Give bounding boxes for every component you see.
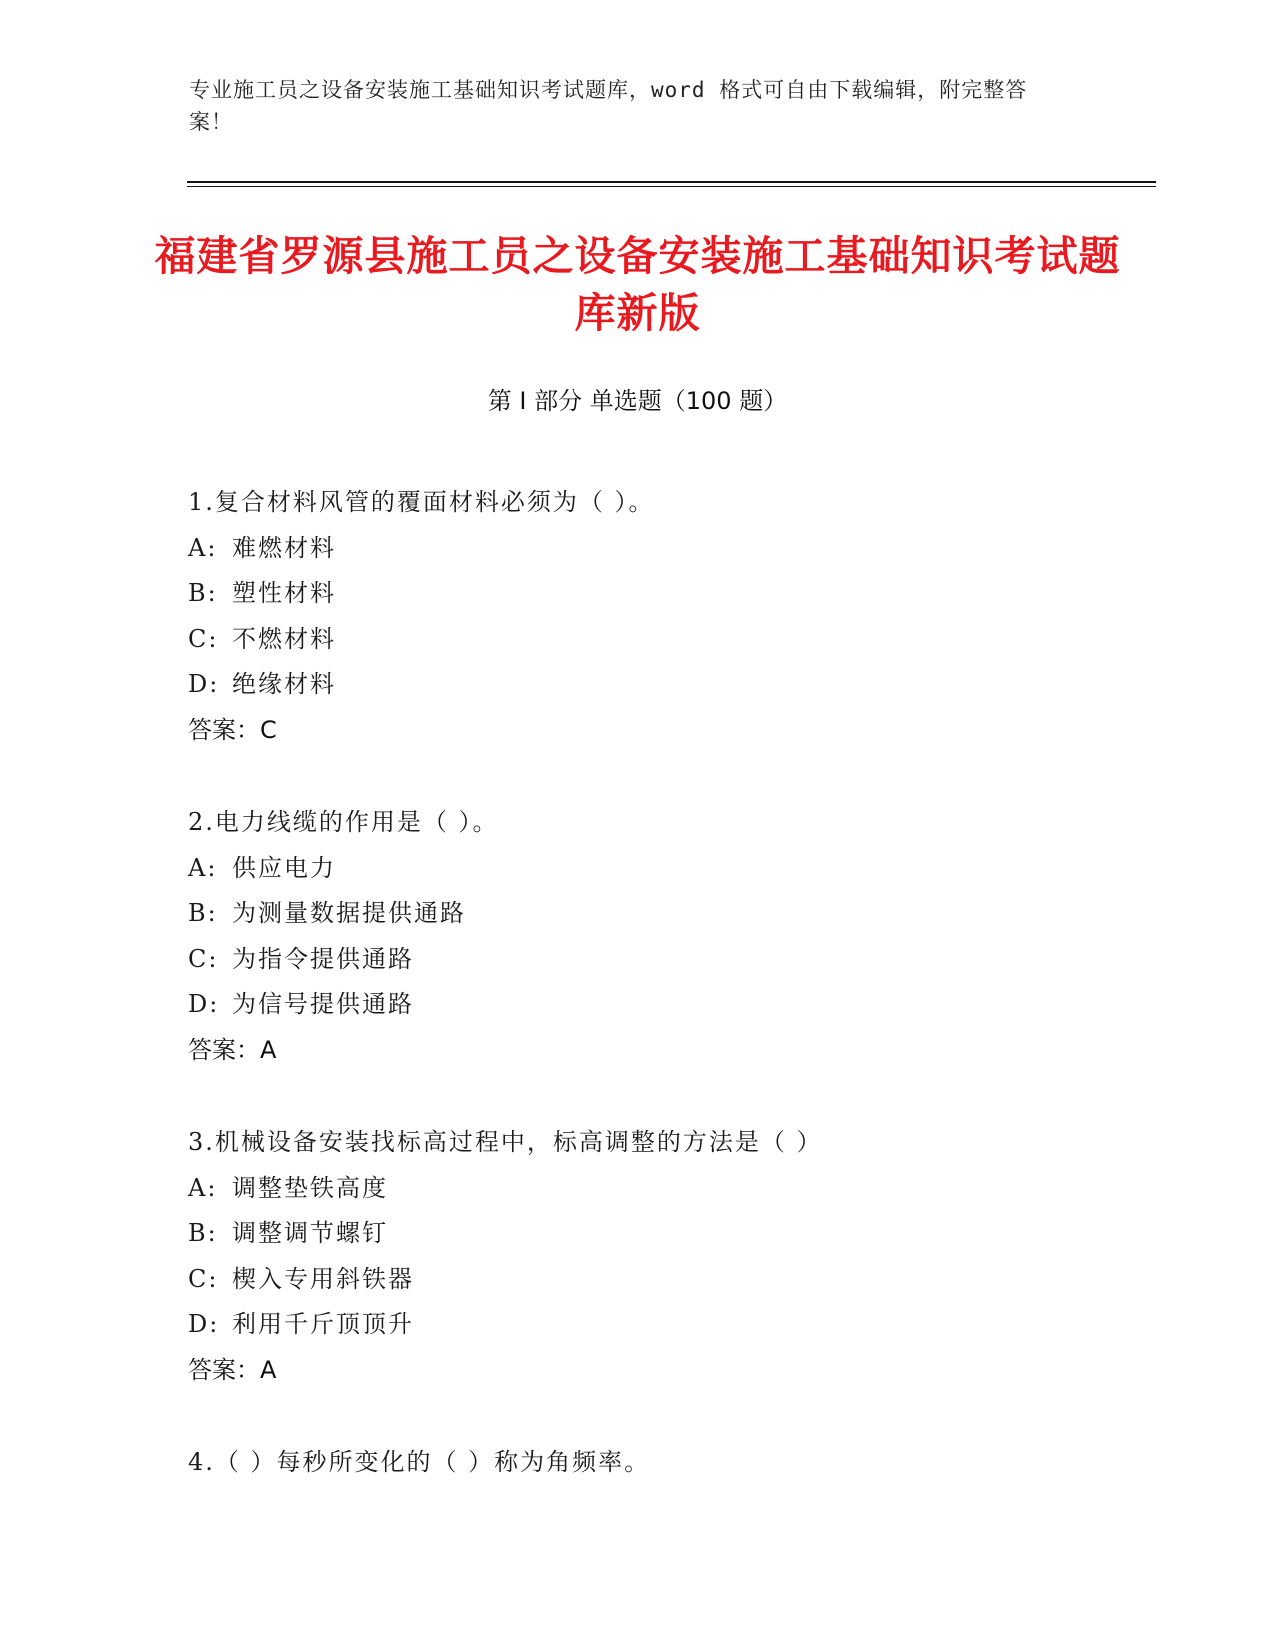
option-key: B:: [188, 579, 218, 607]
question-stem: 3.机械设备安装找标高过程中，标高调整的方法是（ ）: [188, 1128, 823, 1156]
option-text: 调整垫铁高度: [232, 1173, 388, 1202]
option-key: B:: [188, 899, 218, 927]
option-c: [188, 617, 1148, 663]
option-d: [188, 662, 1148, 708]
option-text: 塑性材料: [232, 579, 336, 607]
answer: 答案：C: [188, 715, 277, 744]
question-4: [188, 1440, 1148, 1486]
option-a: [188, 846, 1148, 892]
option-key: B:: [188, 1219, 218, 1247]
option-key: A:: [188, 533, 218, 562]
option-key: A:: [188, 853, 218, 882]
header-divider-thick: [187, 181, 1156, 183]
option-d: [188, 1302, 1148, 1348]
document-title: 福建省罗源县施工员之设备安装施工基础知识考试题库新版: [154, 232, 1121, 337]
option-c: [188, 937, 1148, 983]
option-key: C:: [188, 624, 219, 653]
answer: 答案：A: [188, 1035, 277, 1064]
section-heading: 第 I 部分 单选题（100 题）: [487, 387, 788, 415]
option-text: 楔入专用斜铁器: [232, 1264, 414, 1293]
question-stem: 4.（ ）每秒所变化的（ ）称为角频率。: [188, 1448, 651, 1476]
question-3: [188, 1120, 1148, 1393]
option-a: [188, 1166, 1148, 1212]
option-text: 为指令提供通路: [232, 944, 414, 973]
question-2: [188, 800, 1148, 1073]
header-note: 专业施工员之设备安装施工基础知识考试题库，word 格式可自由下载编辑，附完整答案！: [189, 78, 1028, 134]
question-stem: 2.电力线缆的作用是（ ）。: [188, 808, 499, 836]
option-key: C:: [188, 944, 219, 973]
option-a: [188, 526, 1148, 572]
option-b: [188, 1211, 1148, 1257]
option-text: 调整调节螺钉: [232, 1219, 388, 1247]
option-text: 难燃材料: [232, 533, 336, 562]
option-text: 供应电力: [232, 853, 336, 882]
option-key: D:: [188, 1310, 220, 1338]
option-text: 利用千斤顶顶升: [232, 1310, 414, 1338]
option-key: D:: [188, 670, 220, 698]
option-text: 为测量数据提供通路: [232, 899, 466, 927]
header-divider-thin: [187, 186, 1156, 187]
option-b: [188, 571, 1148, 617]
option-key: A:: [188, 1173, 218, 1202]
option-key: D:: [188, 990, 220, 1018]
option-text: 为信号提供通路: [232, 990, 414, 1018]
question-stem: 1.复合材料风管的覆面材料必须为（ ）。: [188, 488, 655, 516]
answer: 答案：A: [188, 1355, 277, 1384]
question-list: [188, 480, 1148, 1533]
option-c: [188, 1257, 1148, 1303]
option-text: 不燃材料: [232, 624, 336, 653]
option-b: [188, 891, 1148, 937]
option-d: [188, 982, 1148, 1028]
option-key: C:: [188, 1264, 219, 1293]
option-text: 绝缘材料: [232, 670, 336, 698]
question-1: [188, 480, 1148, 753]
